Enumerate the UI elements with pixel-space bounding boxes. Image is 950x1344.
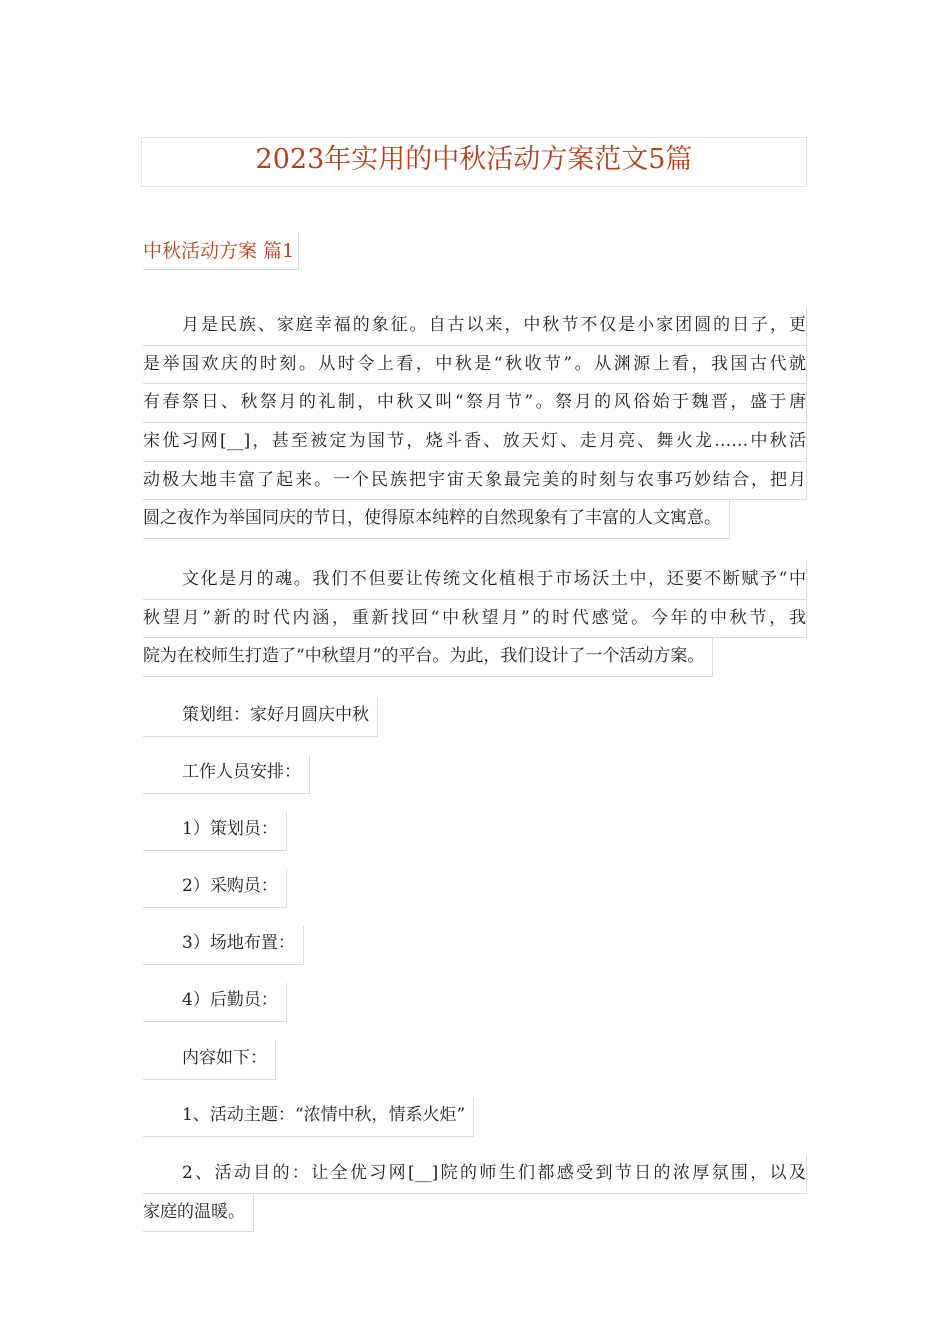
- page-title: 2023年实用的中秋活动方案范文5篇: [141, 137, 807, 187]
- paragraph-line: 家庭的温暖。: [143, 1194, 254, 1233]
- content-heading: 内容如下：: [143, 1041, 276, 1080]
- paragraph-line: 动极大地丰富了起来。一个民族把宇宙天象最完美的时刻与农事巧妙结合，把月: [143, 462, 807, 501]
- staff-heading: 工作人员安排：: [143, 755, 310, 794]
- paragraph-line: 是举国欢庆的时刻。从时令上看，中秋是“秋收节”。从渊源上看，我国古代就: [143, 346, 807, 385]
- section-heading: 中秋活动方案 篇1: [143, 233, 299, 270]
- activity-theme: 1、活动主题：“浓情中秋，情系火炬”: [143, 1098, 474, 1137]
- paragraph-line: 圆之夜作为举国同庆的节日，使得原本纯粹的自然现象有了丰富的人文寓意。: [143, 500, 730, 539]
- staff-item: 2）采购员：: [143, 869, 287, 908]
- paragraph-line: 文化是月的魂。我们不但要让传统文化植根于市场沃土中，还要不断赋予“中: [143, 561, 807, 600]
- staff-item: 4）后勤员：: [143, 983, 287, 1022]
- staff-item: 3）场地布置：: [143, 926, 304, 965]
- activity-purpose: [143, 1155, 807, 1232]
- paragraph-line: 院为在校师生打造了“中秋望月”的平台。为此，我们设计了一个活动方案。: [143, 638, 713, 677]
- staff-item: 1）策划员：: [143, 812, 287, 851]
- paragraph-line: 2、活动目的：让全优习网[__]院的师生们都感受到节日的浓厚氛围，以及: [143, 1155, 807, 1194]
- planning-group: 策划组：家好月圆庆中秋: [143, 698, 378, 737]
- paragraph-line: 月是民族、家庭幸福的象征。自古以来，中秋节不仅是小家团圆的日子，更: [143, 307, 807, 346]
- paragraph-line: 有春祭日、秋祭月的礼制，中秋又叫“祭月节”。祭月的风俗始于魏晋，盛于唐: [143, 384, 807, 423]
- paragraph-1: [143, 307, 807, 539]
- paragraph-line: 秋望月”新的时代内涵，重新找回“中秋望月”的时代感觉。今年的中秋节，我: [143, 600, 807, 639]
- paragraph-2: [143, 561, 807, 677]
- paragraph-line: 宋优习网[__]，甚至被定为国节，烧斗香、放天灯、走月亮、舞火龙……中秋活: [143, 423, 807, 462]
